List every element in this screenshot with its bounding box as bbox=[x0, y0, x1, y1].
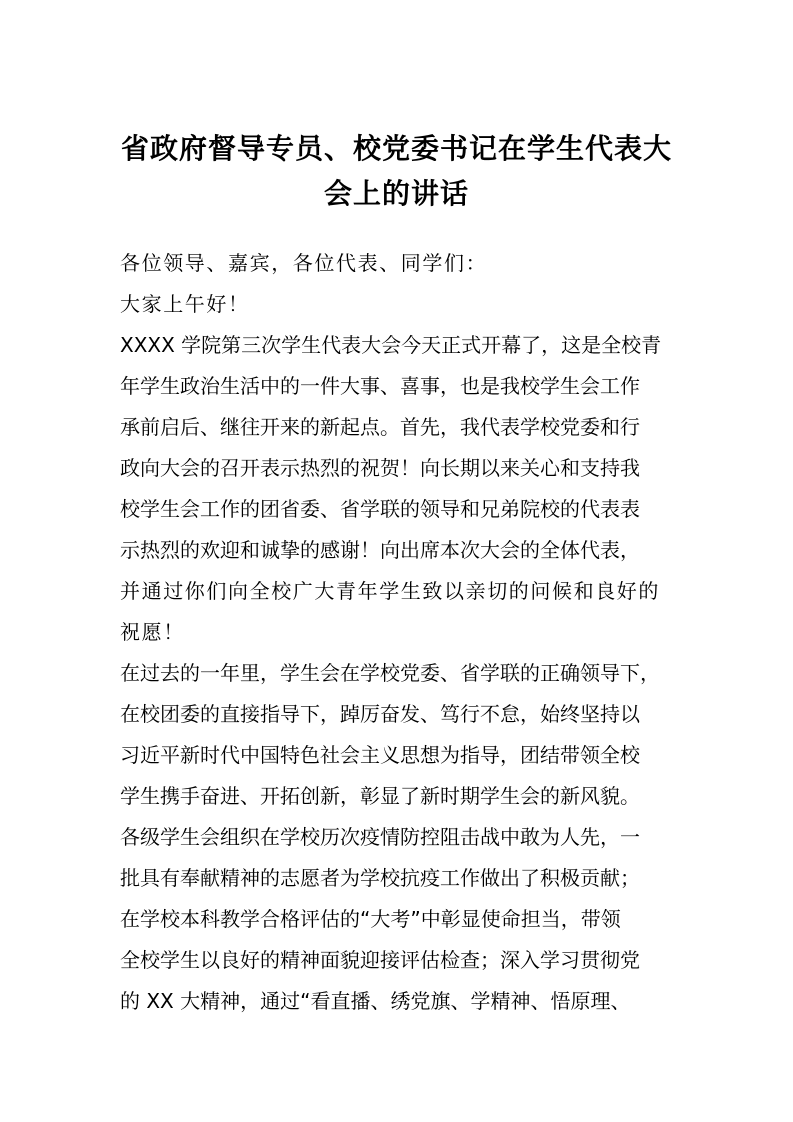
body-text-line: 全校学生以良好的精神面貌迎接评估检查；深入学习贯彻党 bbox=[120, 948, 640, 972]
body-text-line: 习近平新时代中国特色社会主义思想为指导，团结带领全校 bbox=[120, 743, 640, 767]
body-text-line: 各级学生会组织在学校历次疫情防控阻击战中敢为人先，一 bbox=[120, 825, 640, 849]
document-body bbox=[120, 243, 683, 1022]
body-text-line: 示热烈的欢迎和诚挚的感谢！向出席本次大会的全体代表， bbox=[120, 538, 640, 562]
body-text-line: 学生携手奋进、开拓创新，彰显了新时期学生会的新风貌。 bbox=[120, 784, 640, 808]
body-text-line: 的 XX 大精神，通过“看直播、绣党旗、学精神、悟原理、 bbox=[120, 989, 631, 1013]
body-text-line: 在校团委的直接指导下，踔厉奋发、笃行不怠，始终坚持以 bbox=[120, 702, 640, 726]
body-text-line: 批具有奉献精神的志愿者为学校抗疫工作做出了积极贡献； bbox=[120, 866, 640, 890]
body-text-line: 校学生会工作的团省委、省学联的领导和兄弟院校的代表表 bbox=[120, 497, 640, 521]
body-text-line: 在学校本科教学合格评估的“大考”中彰显使命担当，带领 bbox=[120, 907, 621, 931]
body-text-line: 承前启后、继往开来的新起点。首先，我代表学校党委和行 bbox=[120, 415, 640, 439]
title-line-2: 会上的讲话 bbox=[323, 177, 469, 210]
body-text-line: 大家上午好！ bbox=[120, 292, 250, 316]
document-title bbox=[110, 126, 683, 216]
body-text-line: 政向大会的召开表示热烈的祝贺！向长期以来关心和支持我 bbox=[120, 456, 640, 480]
body-text-line: 各位领导、嘉宾，各位代表、同学们： bbox=[120, 251, 488, 275]
title-line-1: 省政府督导专员、校党委书记在学生代表大 bbox=[120, 132, 672, 165]
body-text-line: 在过去的一年里，学生会在学校党委、省学联的正确领导下， bbox=[120, 661, 660, 685]
body-text-line: 祝愿！ bbox=[120, 620, 185, 644]
body-text-line: 年学生政治生活中的一件大事、喜事，也是我校学生会工作 bbox=[120, 374, 640, 398]
body-text-line: XXXX 学院第三次学生代表大会今天正式开幕了，这是全校青 bbox=[120, 333, 662, 357]
body-text-line: 并通过你们向全校广大青年学生致以亲切的问候和良好的 bbox=[120, 579, 660, 603]
